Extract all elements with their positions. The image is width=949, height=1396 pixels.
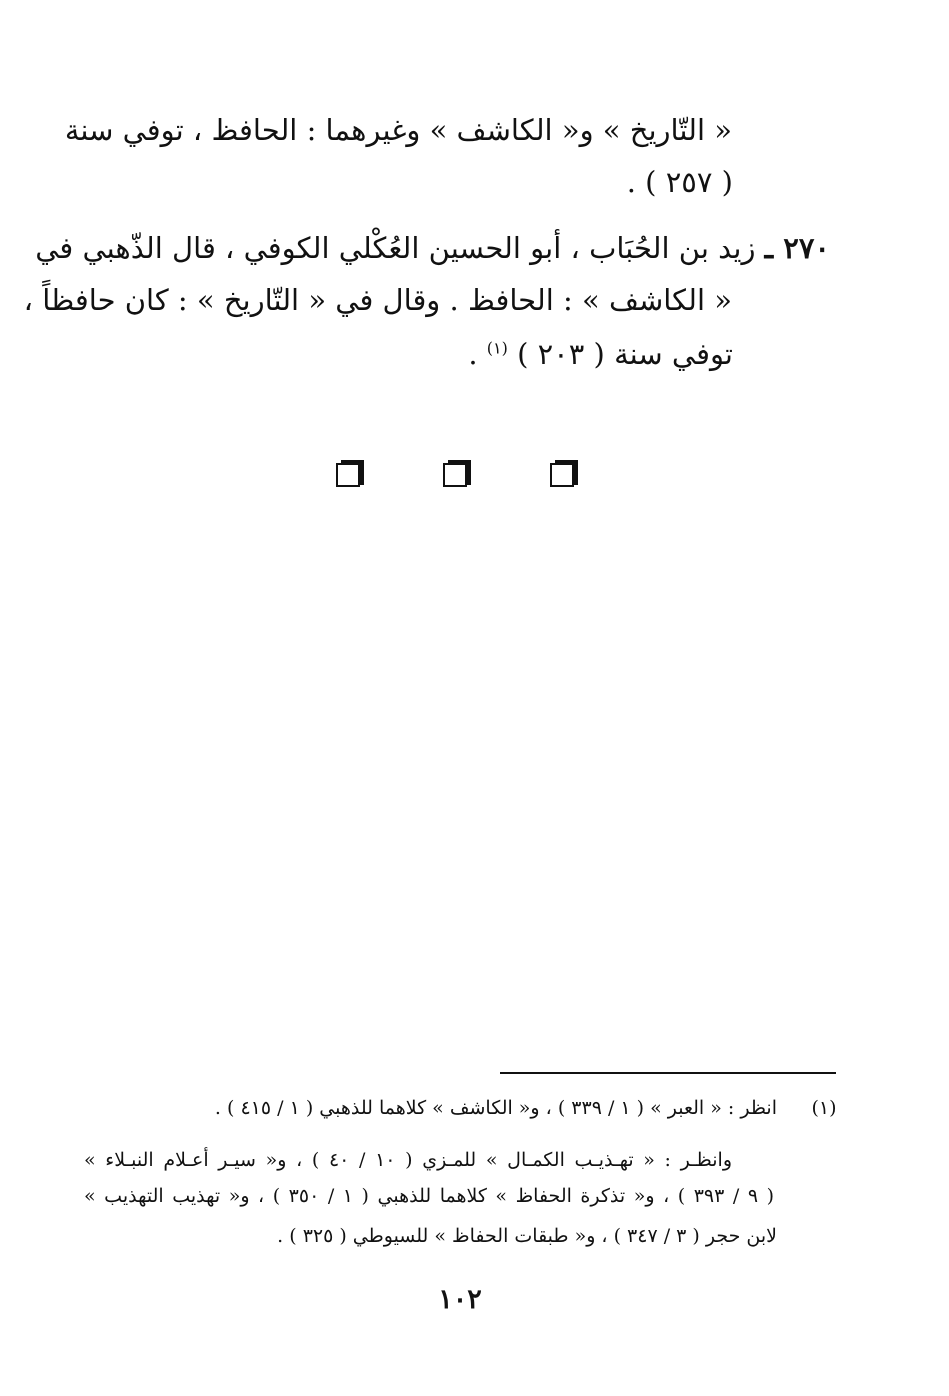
footnote-rule <box>500 1072 836 1074</box>
entry-number: ٢٧٠ ـ <box>764 231 830 265</box>
continuation-line-2: ( ٢٥٧ ) . <box>626 165 733 199</box>
square-ornament-icon <box>336 460 362 486</box>
entry-text-3: توفي سنة ( ٢٠٣ ) <box>517 337 733 371</box>
footnote-marker: (١) <box>811 1097 837 1119</box>
entry-text-3-end: . <box>468 337 478 371</box>
footnote-line-3: ( ٩ / ٣٩٣ ) ، و« تذكرة الحفاظ » كلاهما للذهبي ( ١ / ٣٥٠ ) ، و« تهذيب التهذيب » <box>84 1185 775 1207</box>
square-ornament-icon <box>550 460 576 486</box>
entry-line-2: « الكاشف » : الحافظ . وقال في « التّاريخ » : كان حافظاً ، <box>23 283 732 317</box>
page-number: ١٠٢ <box>438 1284 482 1315</box>
footnote-line-4: لابن حجر ( ٣ / ٣٤٧ ) ، و« طبقات الحفاظ » للسيوطي ( ٣٢٥ ) . <box>277 1225 777 1247</box>
footnote-reference: (١) <box>486 338 508 358</box>
entry-text-1: زيد بن الحُبَاب ، أبو الحسين العُكْلي الكوفي ، قال الذّهبي في <box>35 231 756 265</box>
entry-line-3 <box>213 334 733 374</box>
continuation-line-1: « التّاريخ » و« الكاشف » وغيرهما : الحافظ ، توفي سنة <box>64 113 732 147</box>
footnote-line-1: انظر : « العبر » ( ١ / ٣٣٩ ) ، و« الكاشف » كلاهما للذهبي ( ١ / ٤١٥ ) . <box>214 1097 777 1119</box>
square-ornament-icon <box>443 460 469 486</box>
entry-line-1 <box>35 228 830 268</box>
footnote-line-2: وانظـر : « تهـذيـب الكمـال » للمـزي ( ١٠ / ٤٠ ) ، و« سيـر أعـلام النبـلاء » <box>84 1149 732 1171</box>
section-separator <box>336 460 576 494</box>
